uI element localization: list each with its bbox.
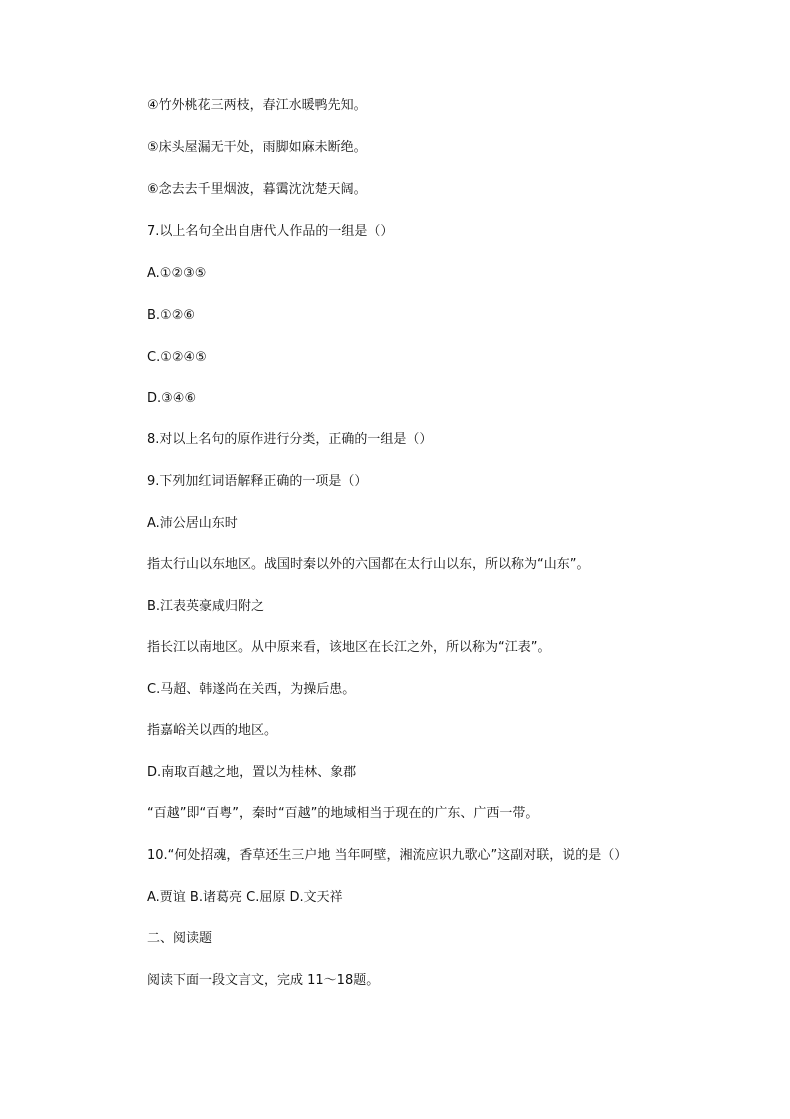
q7-option-c: C.①②④⑤ (147, 350, 207, 365)
q9-option-c: C.马超、韩遂尚在关西，为操后患。 (147, 682, 356, 697)
question-9: 9.下列加红词语解释正确的一项是（） (147, 474, 368, 489)
q9-option-d-explanation: “百越”即“百粤”，秦时“百越”的地域相当于现在的广东、广西一带。 (147, 806, 539, 821)
q9-option-b: B.江表英豪咸归附之 (147, 599, 265, 614)
q9-option-a-explanation: 指太行山以东地区。战国时秦以外的六国都在太行山以东，所以称为“山东”。 (147, 557, 590, 572)
q10-options: A.贾谊 B.诸葛亮 C.屈原 D.文天祥 (147, 890, 343, 905)
question-7: 7.以上名句全出自唐代人作品的一组是（） (147, 224, 394, 239)
q9-option-d: D.南取百越之地，置以为桂林、象郡 (147, 765, 357, 780)
question-8: 8.对以上名句的原作进行分类，正确的一组是（） (147, 432, 433, 447)
poem-line-4: ④竹外桃花三两枝，春江水暖鸭先知。 (147, 98, 367, 113)
q9-option-c-explanation: 指嘉峪关以西的地区。 (147, 723, 278, 738)
q7-option-b: B.①②⑥ (147, 308, 196, 323)
q9-option-b-explanation: 指长江以南地区。从中原来看，该地区在长江之外，所以称为“江表”。 (147, 640, 551, 655)
poem-line-5: ⑤床头屋漏无干处，雨脚如麻未断绝。 (147, 140, 367, 155)
poem-line-6: ⑥念去去千里烟波，暮霭沈沈楚天阔。 (147, 182, 367, 197)
reading-instruction: 阅读下面一段文言文，完成 11～18题。 (147, 973, 380, 988)
q7-option-d: D.③④⑥ (147, 391, 197, 406)
section-heading-reading: 二、阅读题 (147, 931, 213, 946)
q7-option-a: A.①②③⑤ (147, 266, 207, 281)
q9-option-a: A.沛公居山东时 (147, 516, 238, 531)
question-10: 10.“何处招魂，香草还生三户地 当年呵壁，湘流应识九歌心”这副对联，说的是（） (147, 848, 628, 863)
